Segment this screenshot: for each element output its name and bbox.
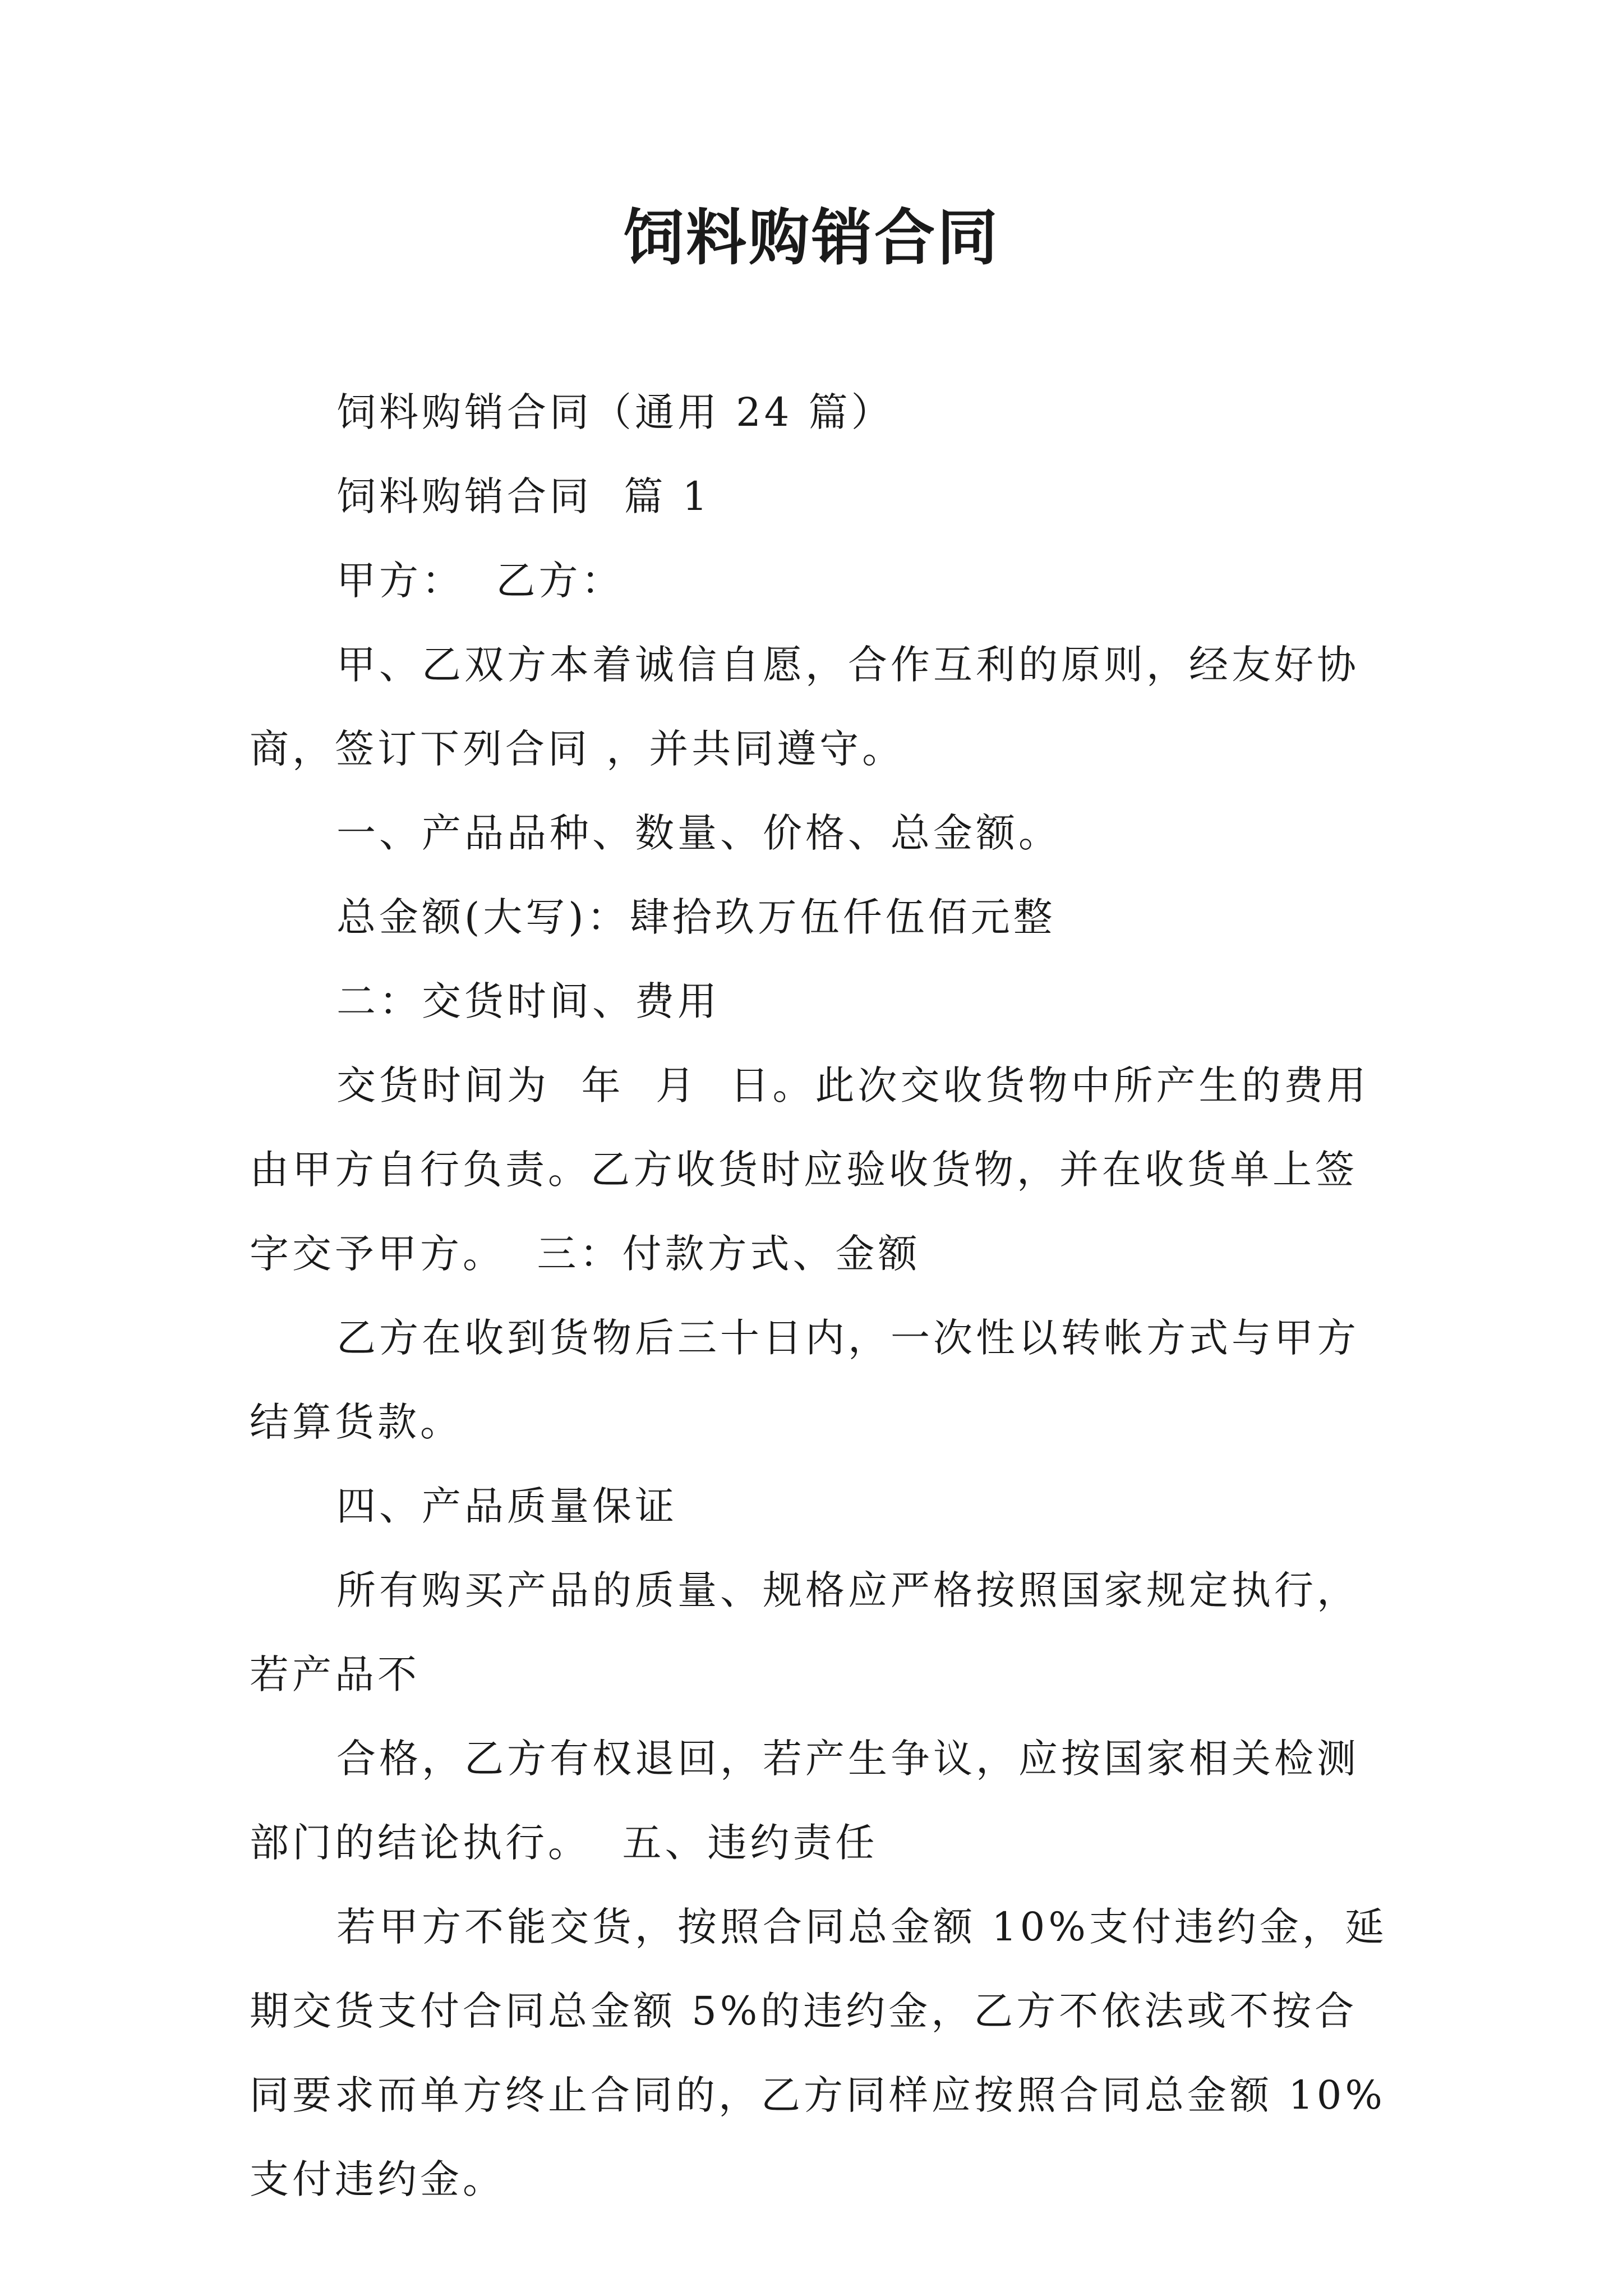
parties-line: 甲方： 乙方： (336, 558, 624, 604)
document-title: 饲料购销合同 (623, 203, 1000, 273)
document-body (250, 370, 1394, 2221)
preamble-paragraph: 甲、乙双方本着诚信自愿，合作互利的原则，经友好协商，签订下列合同 ，并共同遵守。 (250, 642, 1359, 772)
section-heading: 饲料购销合同 篇 1 (336, 473, 711, 519)
delivery-paragraph: 交货时间为 年 月 日。此次交收货物中所产生的费用由甲方自行负责。乙方收货时应验收货物，并在收货单上签字交予甲方。 三：付款方式、金额 (250, 1062, 1370, 1277)
breach-paragraph: 若甲方不能交货，按照合同总金额 10%支付违约金，延期交货支付合同总金额 5%的违约金，乙方不依法或不按合同要求而单方终止合同的，乙方同样应按照合同总金额 10%支付违约金。 (250, 1904, 1387, 2202)
total-amount-line: 总金额(大写)：肆拾玖万伍仟伍佰元整 (336, 894, 1056, 940)
payment-paragraph: 乙方在收到货物后三十日内，一次性以转帐方式与甲方结算货款。 (250, 1315, 1359, 1445)
clause-heading-products: 一、产品品种、数量、价格、总金额。 (336, 810, 1061, 856)
quality-paragraph: 所有购买产品的质量、规格应严格按照国家规定执行，若产品不 (250, 1567, 1359, 1697)
quality-dispute-paragraph: 合格，乙方有权退回，若产生争议，应按国家相关检测部门的结论执行。 五、违约责任 (250, 1736, 1359, 1866)
clause-heading-delivery: 二：交货时间、费用 (336, 978, 720, 1024)
subtitle-paragraph: 饲料购销合同（通用 24 篇） (336, 389, 894, 435)
clause-heading-quality: 四、产品质量保证 (336, 1483, 677, 1529)
